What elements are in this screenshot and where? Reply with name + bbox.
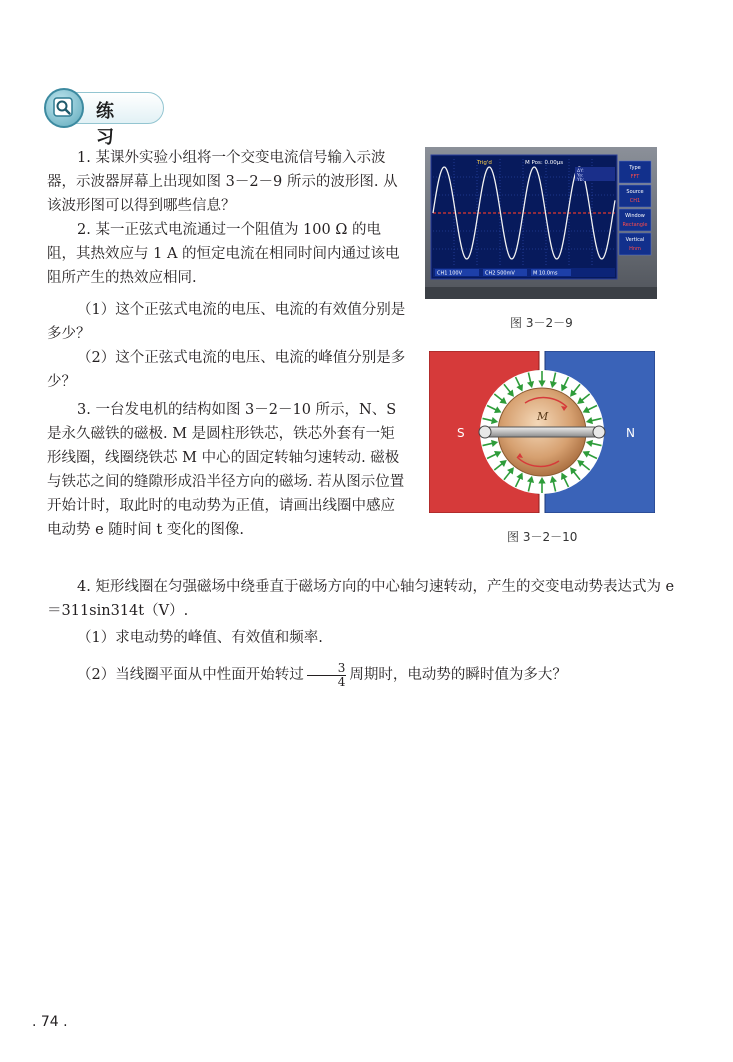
section-title: 练 习 <box>96 101 123 148</box>
menu-source-value: CH1 <box>629 198 641 204</box>
oscilloscope-figure <box>425 147 657 299</box>
figure-3-2-9-caption: 图 3－2－9 <box>510 316 573 330</box>
coil-end-left <box>479 426 491 438</box>
menu-vertical-value: Hnm <box>629 246 641 252</box>
question-2-part-2: （2）这个正弦式电流的电压、电流的峰值分别是多少？ <box>47 350 406 390</box>
menu-vertical: Vertical <box>625 237 645 243</box>
figure-3-2-10-caption: 图 3－2－10 <box>507 530 578 544</box>
menu-window: Window <box>625 213 645 219</box>
question-4-part-2-lead: （2）当线圈平面从中性面开始转过 <box>77 667 304 683</box>
time-position: M Pos: 0.00μs <box>525 160 564 166</box>
magnifier-icon <box>44 88 84 128</box>
label-s: S <box>457 426 465 440</box>
question-4-part-2-tail: 周期时，电动势的瞬时值为多大？ <box>349 667 567 683</box>
status-ch1: CH1 100V <box>437 270 462 277</box>
menu-source: Source <box>626 189 644 195</box>
question-1: 1. 某课外实验小组将一个交变电流信号输入示波器，示波器屏幕上出现如图 3－2－9 所示的波形图. 从该波形图可以得到哪些信息？ <box>47 150 398 214</box>
question-2-part-1: （1）这个正弦式电流的电压、电流的有效值分别是多少？ <box>47 302 406 342</box>
coil-end-right <box>593 426 605 438</box>
menu-type-value: FFT <box>630 174 640 180</box>
status-timebase: M 10.0ms <box>533 270 558 277</box>
label-m: M <box>537 410 549 423</box>
question-2: 2. 某一正弦式电流通过一个阻值为 100 Ω 的电阻，其热效应与 1 A 的恒定电流在相同时间内通过该电阻所产生的热效应相同. <box>47 222 400 286</box>
trigger-status: Trig'd <box>477 160 492 166</box>
coil-axle <box>485 427 599 437</box>
status-bar <box>433 268 615 277</box>
question-4: 4. 矩形线圈在匀强磁场中绕垂直于磁场方向的中心轴匀速转动，产生的交变电动势表达式为 e＝311sin314t（V）. <box>47 579 675 619</box>
page-number: . 74 . <box>32 1014 68 1030</box>
fraction-numerator: 3 <box>307 662 347 676</box>
fraction <box>307 662 347 689</box>
menu-window-value: Rectangle <box>622 222 648 228</box>
menu-type: Type <box>629 165 641 171</box>
status-ch2: CH2 500mV <box>485 270 515 277</box>
readout-ya: Ya: <box>577 173 584 179</box>
label-n: N <box>626 426 635 440</box>
section-heading <box>44 88 164 148</box>
readout-yb: Yb: <box>577 178 585 183</box>
question-4-part-1: （1）求电动势的峰值、有效值和频率. <box>77 630 323 646</box>
readout-delta: ΔY: <box>577 169 584 174</box>
generator-figure <box>429 351 655 513</box>
question-3: 3. 一台发电机的结构如图 3－2－10 所示，N、S 是永久磁铁的磁极. M 是圆柱形铁芯，铁芯外套有一矩形线圈，线圈绕铁芯 M 中心的固定转轴匀速转动. 磁极与铁芯之间的缝隙形成沿半径方向的磁场. 若从图示位置开始计时，取此时的电动势为正值，请画出线圈中感应电动势 e 随时间 t 变化的图像. <box>47 402 405 538</box>
fraction-denominator: 4 <box>337 674 346 689</box>
question-4-part-2 <box>47 660 687 690</box>
